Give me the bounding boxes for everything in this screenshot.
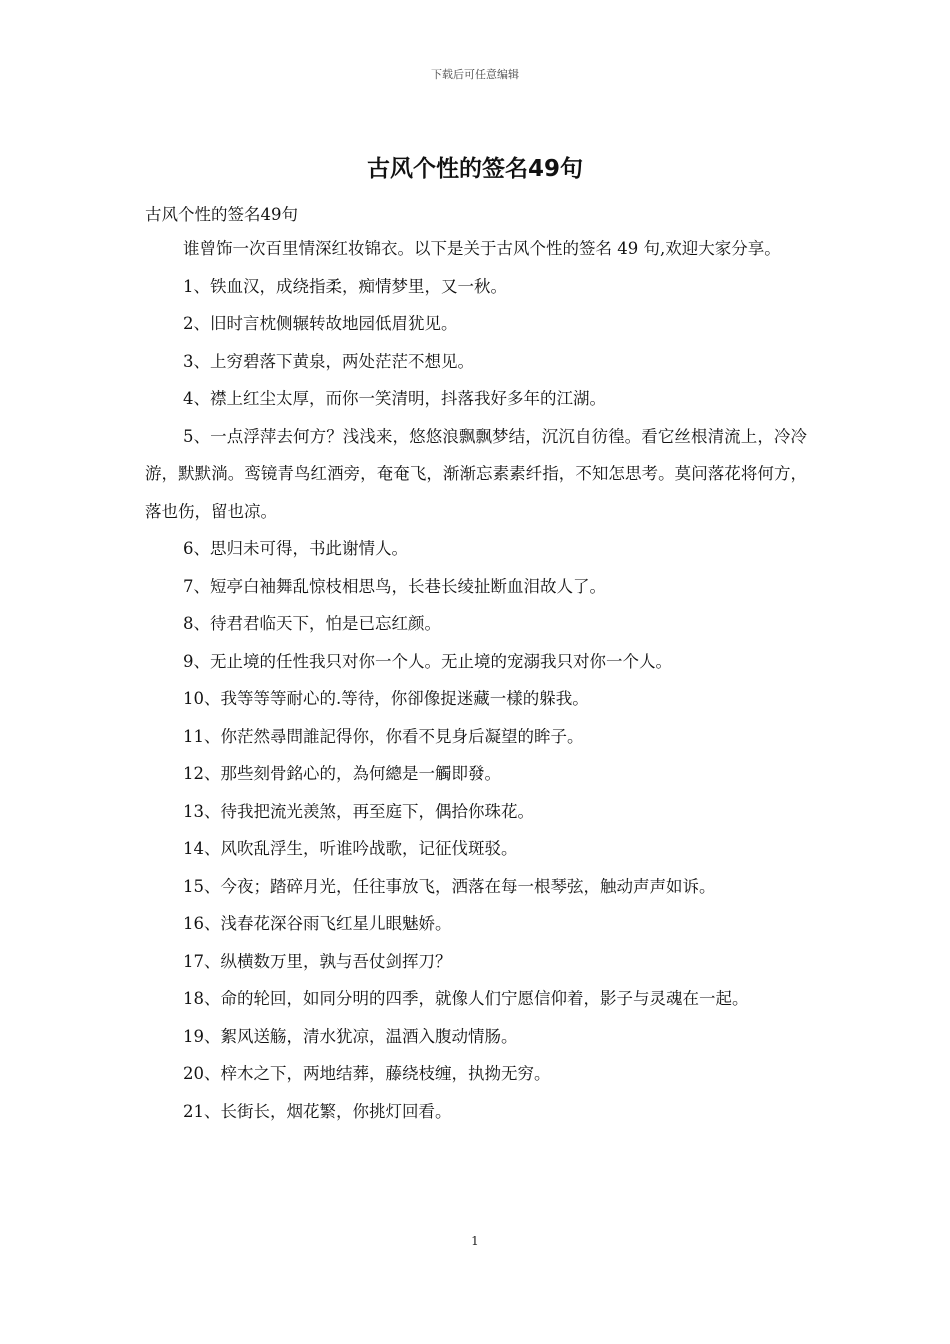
list-item: 21、长街长，烟花繁，你挑灯回看。 [183,1101,452,1121]
list-item: 13、待我把流光羡煞，再至庭下，偶拾你珠花。 [183,801,534,821]
list-item: 7、短亭白袖舞乱惊枝相思鸟，长巷长绫扯断血泪故人了。 [183,576,606,596]
document-body [145,200,807,1130]
document-subtitle: 古风个性的签名49句 [145,205,298,224]
list-item: 14、风吹乱浮生，听谁吟战歌，记征伐斑驳。 [183,839,518,858]
list-item: 5、一点浮萍去何方？浅浅来，悠悠浪飘飘梦结，沉沉自彷徨。看它丝根清流上，冷冷游，默默淌。鸾镜青鸟红酒旁，奄奄飞，渐渐忘素素纤指，不知怎思考。莫问落花将何方，落也伤，留也凉。 [145,426,807,521]
list-item: 20、梓木之下，两地结葬，藤绕枝缠，执拗无穷。 [183,1064,551,1083]
page-number: 1 [471,1234,479,1248]
list-item: 10、我等等等耐心的.等待，你卻像捉迷藏一樣的躲我。 [183,689,589,708]
list-item: 4、襟上红尘太厚，而你一笑清明，抖落我好多年的江湖。 [183,389,606,408]
list-item: 1、铁血汉，成绕指柔，痴情梦里，又一秋。 [183,276,507,296]
list-item: 2、旧时言枕侧辗转故地园低眉犹见。 [183,314,458,333]
list-item: 16、浅春花深谷雨飞红星儿眼魅娇。 [183,914,452,933]
list-item: 8、待君君临天下，怕是已忘红颜。 [183,614,441,633]
document-title: 古风个性的签名49句 [366,156,583,182]
list-item: 11、你茫然尋問誰記得你，你看不見身后凝望的眸子。 [183,726,584,746]
list-item: 6、思归未可得，书此谢情人。 [183,539,408,558]
list-item: 17、纵横数万里，孰与吾仗剑挥刀？ [183,951,452,971]
list-item: 18、命的轮回，如同分明的四季，就像人们宁愿信仰着，影子与灵魂在一起。 [183,989,749,1008]
list-item: 3、上穷碧落下黄泉，两处茫茫不想见。 [183,351,474,371]
list-item: 15、今夜；踏碎月光，任往事放飞，洒落在每一根琴弦，触动声声如诉。 [183,876,716,896]
intro-paragraph: 谁曾饰一次百里情深红妆锦衣。以下是关于古风个性的签名 49 句,欢迎大家分享。 [183,239,781,258]
list-item: 9、无止境的任性我只对你一个人。无止境的宠溺我只对你一个人。 [183,651,672,671]
page-header-note: 下载后可任意编辑 [431,68,519,81]
list-item: 19、絮风送觞，清水犹凉，温酒入腹动情肠。 [183,1026,518,1046]
list-item: 12、那些刻骨銘心的，為何總是一觸即發。 [183,764,501,783]
